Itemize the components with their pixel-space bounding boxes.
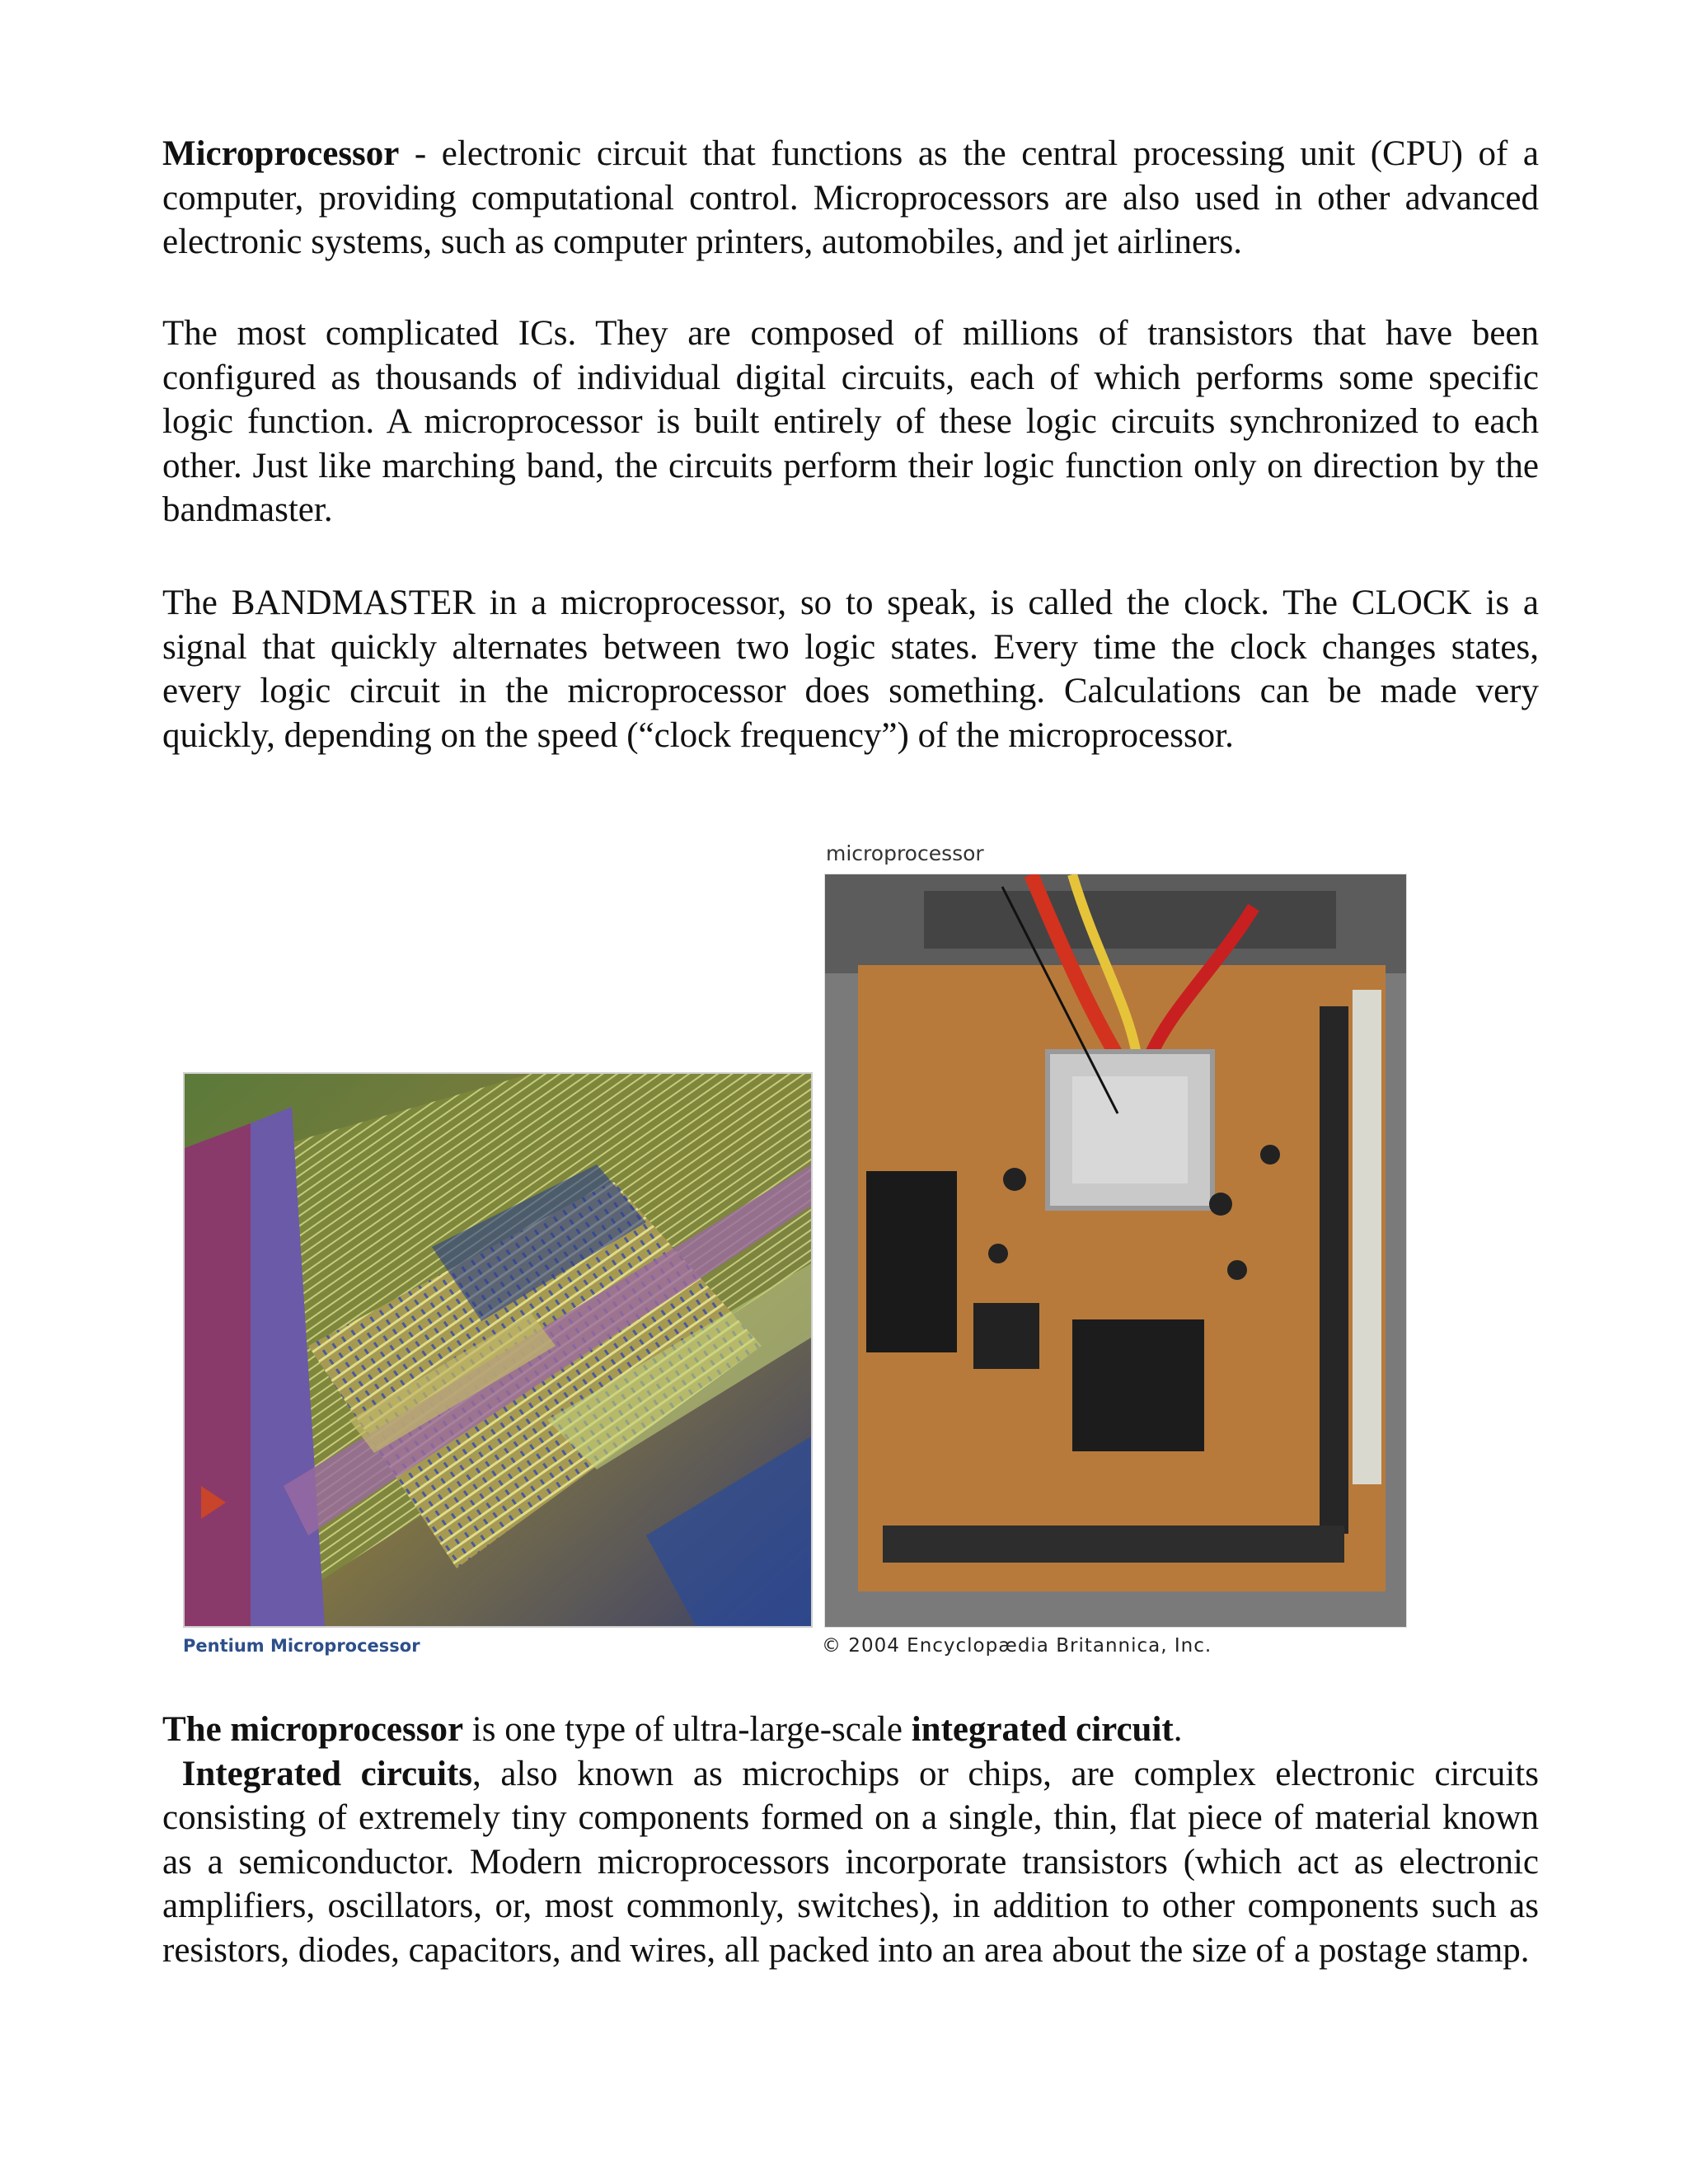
- pentium-caption: Pentium Microprocessor: [183, 1636, 420, 1656]
- pentium-die-image: [183, 1072, 813, 1628]
- term-integrated-circuits: Integrated circuits: [181, 1754, 473, 1793]
- ic-sentence-a: is one type of ultra-large-scale: [463, 1710, 912, 1749]
- clock-paragraph: [162, 581, 1539, 757]
- term-the-microprocessor: The microprocessor: [162, 1710, 464, 1749]
- motherboard-image: [824, 874, 1407, 1628]
- term-integrated-circuit: integrated circuit: [911, 1710, 1174, 1749]
- britannica-credit: © 2004 Encyclopædia Britannica, Inc.: [822, 1635, 1212, 1657]
- intro-paragraph: [162, 132, 1539, 265]
- term-microprocessor: Microprocessor: [162, 134, 400, 173]
- ic-sentence-c: , also known as microchips or chips, are complex electronic circuits consisting of extremely tiny components formed on a single, thin, flat piece of material known as a semiconductor. Modern microprocessors incorporate transistors (which act as electronic amplifiers, oscillators, or, most commonly, switches), in addition to other components such as resistors, diodes, capacitors, and wires, all packed into an area about the size of a postage stamp.: [162, 1754, 1539, 1970]
- microprocessor-label: microprocessor: [826, 841, 984, 865]
- intro-text: - electronic circuit that functions as the central processing unit (CPU) of a computer, providing computational control. Microprocessors are also used in other advanced electronic systems, such as computer printers, automobiles, and jet airliners.: [162, 134, 1539, 261]
- ic-text: The most complicated ICs. They are composed of millions of transistors that have been configured as thousands of individual digital circuits, each of which performs some specific logic function. A microprocessor is built entirely of these logic circuits synchronized to each other. Just like marching band, the circuits perform their logic function only on direction by the bandmaster.: [162, 314, 1539, 529]
- ic-paragraph: [162, 312, 1539, 532]
- integrated-circuits-paragraph: [162, 1708, 1539, 1972]
- clock-text: The BANDMASTER in a microprocessor, so to speak, is called the clock. The CLOCK is a signal that quickly alternates between two logic states. Every time the clock changes states, every logic circuit in the microprocessor does something. Calculations can be made very quickly, depending on the speed (“clock frequency”) of the microprocessor.: [162, 583, 1539, 755]
- ic-sentence-b: .: [1173, 1710, 1183, 1749]
